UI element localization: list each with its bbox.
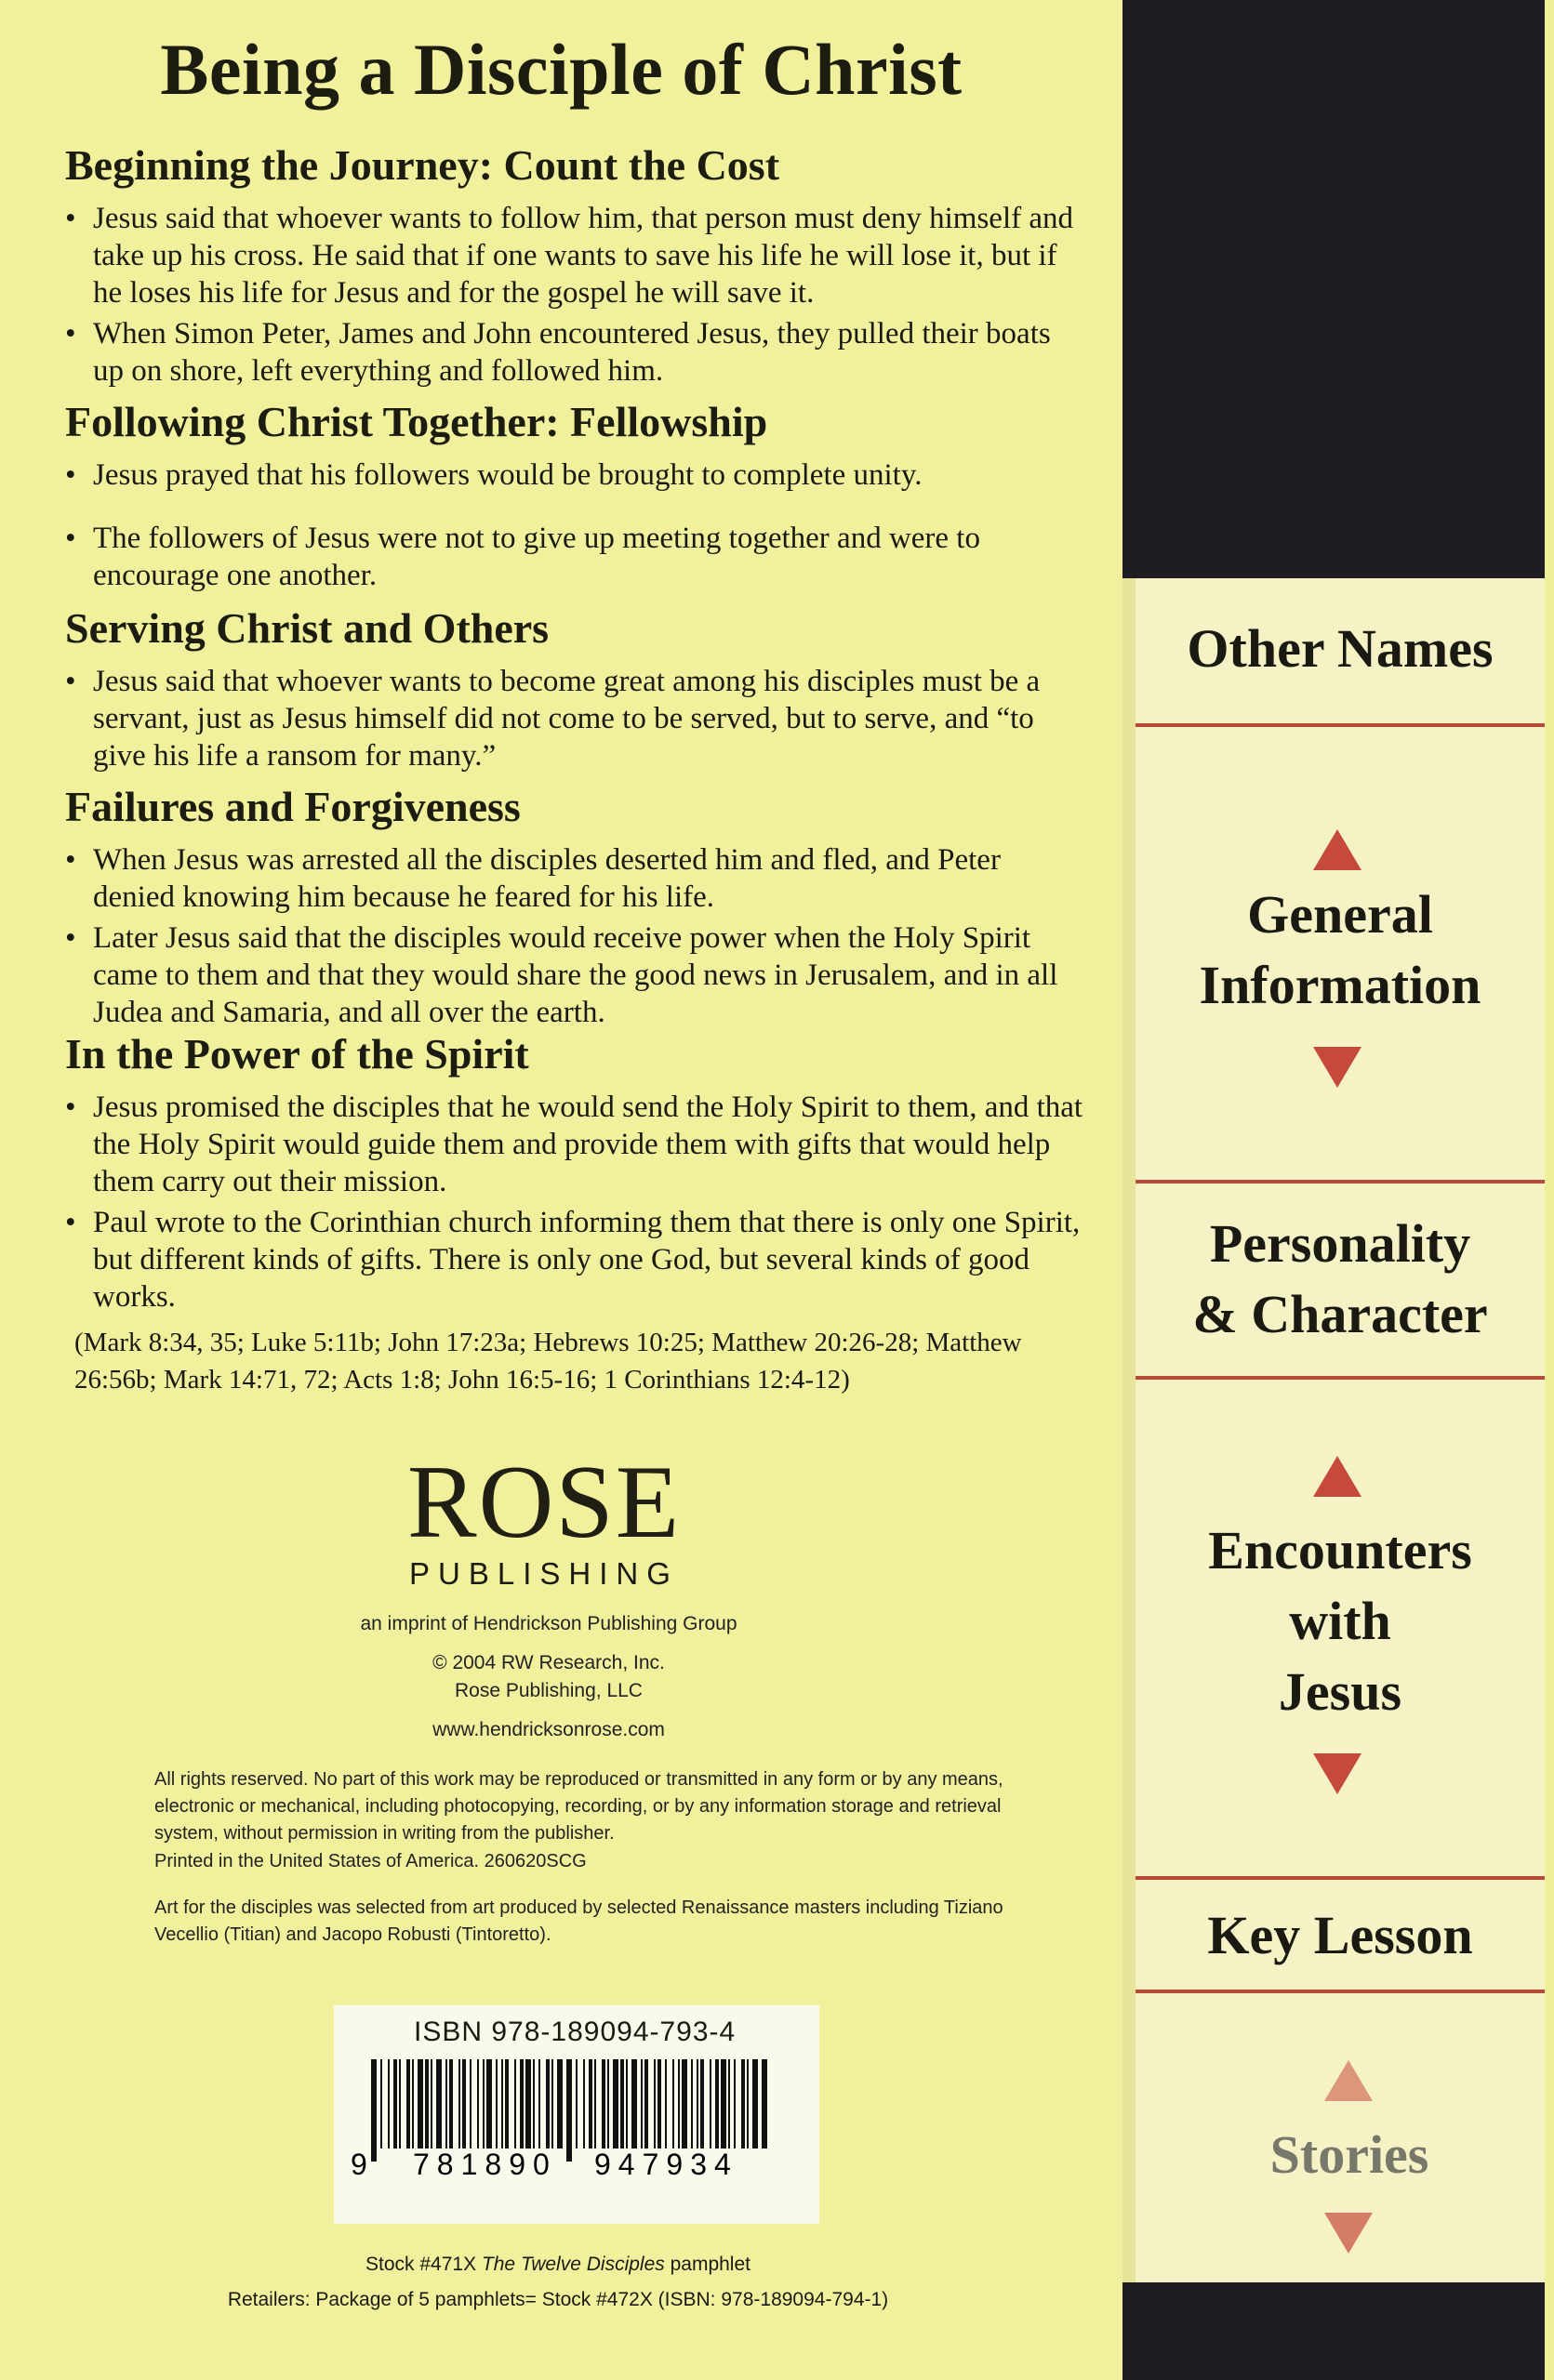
page-title: Being a Disciple of Christ xyxy=(160,29,963,110)
tab-label-line: Jesus xyxy=(1278,1661,1402,1722)
bullet-dot: • xyxy=(65,1205,76,1239)
tab-label-line: Encounters xyxy=(1208,1520,1472,1580)
section-heading: Serving Christ and Others xyxy=(65,604,550,652)
tab-label-line: with xyxy=(1289,1591,1391,1651)
tab-personality-character[interactable] xyxy=(1136,1209,1545,1350)
barcode-bar xyxy=(654,2059,656,2149)
bullet-item xyxy=(65,841,1088,916)
barcode-bar xyxy=(613,2059,618,2149)
barcode-bar xyxy=(483,2059,485,2149)
barcode-bar xyxy=(449,2059,453,2149)
bullet-text: Jesus said that whoever wants to follow him, that person must deny himself and take up his cross. He said that if one wants to save his life he will lose it, but if he loses his life for Jesus and for the gospel he will save it. xyxy=(93,201,1074,310)
barcode-bar xyxy=(728,2059,730,2149)
barcode-bar xyxy=(388,2059,390,2149)
barcode-bar xyxy=(678,2059,680,2149)
barcode-bar xyxy=(551,2059,553,2149)
barcode-bar xyxy=(486,2059,492,2149)
barcode-bar xyxy=(514,2059,516,2149)
printed-notice: Printed in the United States of America. 260620SCG xyxy=(154,1851,587,1871)
barcode-digits-right: 947934 xyxy=(594,2148,738,2181)
barcode-bar xyxy=(431,2059,432,2149)
barcode-bar xyxy=(520,2059,524,2149)
bullet-text: Jesus promised the disciples that he would send the Holy Spirit to them, and that the Holy Spirit would guide them and provide them with gifts that would help them carry out their mission. xyxy=(93,1090,1083,1198)
barcode-bar xyxy=(546,2059,550,2149)
section-power-of-spirit xyxy=(65,1030,1088,1319)
barcode-bar xyxy=(691,2059,693,2149)
barcode-bar xyxy=(747,2059,749,2149)
barcode-bar xyxy=(626,2059,628,2149)
tab-other-names[interactable]: Other Names xyxy=(1187,618,1494,679)
barcode-bar xyxy=(393,2059,397,2149)
bullet-dot: • xyxy=(65,1090,76,1124)
bullet-item xyxy=(65,200,1088,311)
barcode-bar xyxy=(458,2059,460,2149)
barcode-bar xyxy=(607,2059,609,2149)
barcode-bar xyxy=(644,2059,648,2149)
barcode-bar xyxy=(715,2059,719,2149)
barcode-bar xyxy=(496,2059,498,2149)
bullet-dot: • xyxy=(65,920,76,955)
barcode-icon xyxy=(351,2059,790,2217)
barcode-bar xyxy=(594,2059,596,2149)
barcode-bar xyxy=(734,2059,736,2149)
logo-subtitle: PUBLISHING xyxy=(409,1556,679,1591)
tab-encounters-with-jesus[interactable] xyxy=(1136,1515,1545,1727)
barcode-bar xyxy=(741,2059,745,2149)
section-serving xyxy=(65,604,1088,778)
barcode-bar xyxy=(682,2059,687,2149)
barcode-bar xyxy=(566,2059,572,2162)
arrow-down-icon xyxy=(1313,1047,1361,1088)
bullet-item xyxy=(65,456,1088,494)
arrow-down-icon xyxy=(1313,1753,1361,1794)
stock-prefix: Stock #471X xyxy=(365,2254,482,2275)
bullet-text: Jesus said that whoever wants to become great among his disciples must be a servant, just as Jesus himself did not come to be served, but to serve, and “to give his life a ransom for many.” xyxy=(93,664,1041,773)
barcode-bar xyxy=(700,2059,704,2149)
bullet-dot: • xyxy=(65,842,76,877)
tab-divider xyxy=(1136,723,1545,727)
tab-label-line: Personality xyxy=(1209,1213,1471,1274)
section-count-the-cost xyxy=(65,141,1088,393)
barcode-bar xyxy=(762,2059,767,2149)
bullet-text: Paul wrote to the Corinthian church informing them that there is only one Spirit, but different kinds of gifts. There is only one God, but several kinds of good works. xyxy=(93,1205,1081,1314)
barcode-bar xyxy=(672,2059,674,2149)
art-credit: Art for the disciples was selected from art produced by selected Renaissance masters including Tiziano Vecellio (Titian) and Jacopo Robusti (Tintoretto). xyxy=(154,1897,1003,1945)
barcode-bar xyxy=(665,2059,667,2149)
tab-key-lesson[interactable]: Key Lesson xyxy=(1207,1905,1473,1965)
dark-cover-top xyxy=(1122,0,1545,578)
barcode-bar xyxy=(371,2059,377,2162)
barcode-bar xyxy=(380,2059,382,2149)
retailers-line: Retailers: Package of 5 pamphlets= Stock #472X (ISBN: 978-189094-794-1) xyxy=(227,2289,889,2310)
bullet-dot: • xyxy=(65,457,76,492)
arrow-down-icon xyxy=(1324,2213,1373,2254)
isbn-barcode-box xyxy=(334,2005,819,2224)
logo-wordmark: ROSE xyxy=(406,1445,682,1560)
bullet-item xyxy=(65,315,1088,390)
tab-divider xyxy=(1136,1876,1545,1880)
barcode-bar xyxy=(641,2059,643,2149)
section-heading: In the Power of the Spirit xyxy=(65,1030,529,1078)
bullet-text: Jesus prayed that his followers would be brought to complete unity. xyxy=(93,457,923,492)
isbn-label: ISBN 978-189094-793-4 xyxy=(414,2016,737,2047)
imprint-line: an imprint of Hendrickson Publishing Group xyxy=(360,1613,737,1634)
barcode-bar xyxy=(436,2059,442,2149)
barcode-bar xyxy=(589,2059,592,2149)
bullet-text: When Simon Peter, James and John encountered Jesus, they pulled their boats up on shore, left everything and followed him. xyxy=(93,316,1051,388)
barcode-bar xyxy=(501,2059,503,2149)
barcode-bar xyxy=(697,2059,698,2149)
stock-line xyxy=(232,2254,883,2276)
arrow-up-icon xyxy=(1324,2060,1373,2101)
arrow-up-icon xyxy=(1313,1456,1361,1497)
rose-publishing-logo xyxy=(391,1445,697,1592)
stock-title: The Twelve Disciples xyxy=(481,2254,665,2275)
section-heading: Beginning the Journey: Count the Cost xyxy=(65,141,780,189)
barcode-bar xyxy=(657,2059,661,2149)
tab-stories[interactable]: Stories xyxy=(1269,2124,1429,2185)
arrow-up-icon xyxy=(1313,829,1361,870)
bullet-dot: • xyxy=(65,521,76,555)
barcode-bar xyxy=(470,2059,472,2149)
barcode-bar xyxy=(406,2059,410,2149)
barcode-bar xyxy=(710,2059,711,2149)
barcode-bar xyxy=(505,2059,509,2149)
barcode-bar xyxy=(752,2059,758,2149)
bullet-item xyxy=(65,663,1088,774)
section-failures xyxy=(65,783,1088,1035)
barcode-bar xyxy=(557,2059,563,2149)
barcode-bar xyxy=(399,2059,401,2149)
barcode-bar xyxy=(538,2059,540,2149)
bullet-dot: • xyxy=(65,201,76,235)
barcode-bar xyxy=(576,2059,578,2149)
barcode-bar xyxy=(445,2059,447,2149)
tab-label-line: & Character xyxy=(1192,1284,1488,1344)
bullet-text: Later Jesus said that the disciples would receive power when the Holy Spirit came to them and that they would share the good news in Jerusalem, and in all Judea and Samaria, and all over the earth. xyxy=(93,920,1058,1029)
dark-cover-bottom xyxy=(1122,2282,1545,2380)
rights-notice: All rights reserved. No part of this work may be reproduced or transmitted in any form or by any means, electronic or mechanical, including photocopying, recording, or by any information storage and retrieval system, without permission in writing from the publisher. xyxy=(154,1769,1003,1844)
barcode-bar xyxy=(418,2059,423,2149)
bullet-text: When Jesus was arrested all the disciples deserted him and fled, and Peter denied knowing him because he feared for his life. xyxy=(93,842,1001,914)
barcode-bar xyxy=(525,2059,531,2149)
barcode-digits-left: 781890 xyxy=(413,2148,557,2181)
tab-divider xyxy=(1136,1180,1545,1183)
barcode-bar xyxy=(602,2059,605,2149)
website-link[interactable]: www.hendricksonrose.com xyxy=(432,1719,665,1740)
section-heading: Following Christ Together: Fellowship xyxy=(65,398,768,445)
barcode-bar xyxy=(533,2059,535,2149)
barcode-digit-first: 9 xyxy=(351,2148,367,2181)
tab-general-information[interactable] xyxy=(1136,879,1545,1021)
stock-suffix: pamphlet xyxy=(664,2254,750,2275)
company-line: Rose Publishing, LLC xyxy=(455,1680,643,1701)
bullet-item xyxy=(65,1204,1088,1316)
barcode-bar xyxy=(620,2059,624,2149)
bullet-dot: • xyxy=(65,316,76,350)
barcode-bar xyxy=(425,2059,429,2149)
barcode-bar xyxy=(477,2059,479,2149)
scripture-references: (Mark 8:34, 35; Luke 5:11b; John 17:23a; Hebrews 10:25; Matthew 20:26-28; Matthew 26:56b; Mark 14:71, 72; Acts 1:8; John 16:5-16; 1 Corinthians 12:4-12) xyxy=(74,1328,1022,1395)
barcode-bar xyxy=(462,2059,466,2149)
tab-divider xyxy=(1136,1376,1545,1380)
barcode-bar xyxy=(412,2059,414,2149)
bullet-item xyxy=(65,520,1088,594)
tab-label-line: General xyxy=(1247,884,1433,945)
barcode-bar xyxy=(631,2059,637,2149)
bullet-text: The followers of Jesus were not to give up meeting together and were to encourage one another. xyxy=(93,521,980,592)
bullet-dot: • xyxy=(65,664,76,698)
copyright-line: © 2004 RW Research, Inc. xyxy=(432,1652,665,1673)
barcode-bar xyxy=(721,2059,726,2149)
bullet-item xyxy=(65,919,1088,1031)
barcode-bar xyxy=(583,2059,585,2149)
section-heading: Failures and Forgiveness xyxy=(65,783,521,830)
bullet-item xyxy=(65,1089,1088,1200)
tab-label-line: Information xyxy=(1199,955,1481,1015)
section-fellowship xyxy=(65,398,1088,598)
tab-divider xyxy=(1136,1990,1545,1993)
